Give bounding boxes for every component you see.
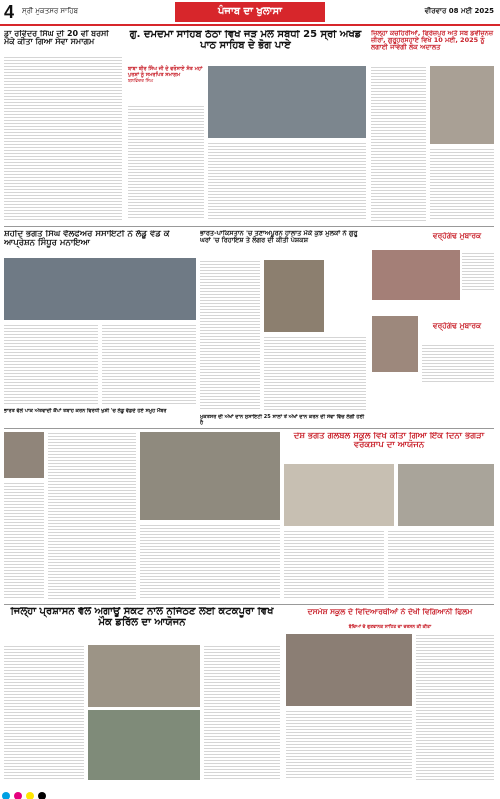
headline-barsi: ਡਾ ਰਵਿੰਦਰ ਸਿੰਘ ਦੀ 20 ਵੀਂ ਬਰਸੀ ਮੌਕੇ ਕੀਤਾ ਗਿਆ ਸੇਵਾ ਸਮਾਗਮ — [4, 30, 109, 47]
photo-anniversary-couple-2 — [372, 316, 418, 372]
article-body-lower-left-2 — [4, 482, 44, 600]
photo-anniversary-couple-1 — [372, 250, 460, 300]
article-body-barsi — [4, 56, 122, 221]
issue-date: ਵੀਰਵਾਰ 08 ਮਈ 2025 — [424, 7, 494, 15]
article-body-eye-donation — [140, 524, 280, 600]
subheadline-science-film: ਬੱਚਿਆਂ ਦੇ ਗੁਣਵਾਨਕ ਸਾਹਿਤ ਦਾ ਦਰਸਨ ਕੀ ਕੀਤਾ — [348, 625, 432, 630]
article-body-science-film-1 — [416, 634, 494, 780]
photo-eye-donation — [140, 432, 280, 520]
article-body-mock-drill-1 — [4, 645, 84, 780]
page-number: 4 — [4, 2, 15, 22]
article-body-laddoo-1 — [4, 324, 98, 404]
headline-bhangra: ਦੇਸ਼ ਭਗਤ ਗਲੋਬਲ ਸਕੂਲ ਵਿਖੇ ਕੀਤਾ ਗਿਆ ਇੱਕ ਦਿਨਾ ਭੰਗੜਾ ਵਰਕਸ਼ਾਪ ਦਾ ਆਯੋਜਨ — [293, 432, 485, 450]
article-body-jorr-mela-1 — [128, 105, 204, 220]
anniversary-label-1: ਵਰ੍ਹੇਗੰਢ ਮੁਬਾਰਕ — [432, 232, 482, 240]
photo-science-film — [286, 634, 412, 706]
anniversary-text-1 — [462, 252, 494, 292]
article-body-mock-drill-2 — [204, 645, 280, 780]
registration-marks — [0, 787, 500, 799]
headline-gurughar: ਭਾਰਤ-ਪਾਕਿਸਤਾਨ 'ਚ ਤਣਾਅਪੂਰਨ ਹਾਲਾਤ ਮੌਕੇ ਕੁਝ ਮੁਲਕਾਂ ਨੇ ਗੁਰੂ ਘਰਾਂ 'ਚ ਰਿਹਾਇਸ਼ ਤੇ ਲੰਗਰ ਦੀ ਕੀਤੀ ਪੇਸ਼ਕਸ਼ — [200, 230, 358, 244]
edition-label: ਸ੍ਰੀ ਮੁਕਤਸਰ ਸਾਹਿਬ — [22, 7, 79, 15]
article-body-lok-adalat-1 — [371, 66, 426, 221]
headline-mock-drill: ਜਿਲ੍ਹਾ ਪ੍ਰਸ਼ਾਸਨ ਵੱਲੋਂ ਅਗਾਊਂ ਸੰਕਟ ਨਾਲ ਨਜਿੱਠਣ ਲਈ ਕੋਟਕਪੂਰਾ ਵਿਖੇ ਮੌਕ ਡਰਿੱਲ ਦਾ ਆਯੋਜਨ — [10, 607, 274, 628]
article-body-laddoo-2 — [102, 324, 196, 404]
article-body-gurughar-1 — [200, 260, 260, 410]
headline-jorr-mela: ਗੁ. ਦਮਦਮਾ ਸਾਹਿਬ ਠੱਠਾ ਵਿਖੇ ਜੋੜ ਮੇਲੇ ਸਬੰਧੀ 25 ਸ੍ਰੀ ਅਖੰਡ ਪਾਠ ਸਾਹਿਬ ਦੇ ਭੋਗ ਪਾਏ — [129, 30, 362, 51]
article-body-jorr-mela-2 — [208, 142, 366, 220]
headline-lok-adalat: ਜ਼ਿਲ੍ਹਾ ਕਚਹਿਰੀਆਂ, ਫਿਰੋਜ਼ਪੁਰ ਅਤੇ ਸਬ ਡਵੀਜ਼ਨਜ਼ ਜ਼ੀਰਾ, ਗੁਰੂਹਰਸਹਾਏ ਵਿਖੇ 10 ਮਈ, 2025 ਨੂੰ ਲਗਾਈ ਜਾਵੇਗੀ ਲੋਕ ਅਦਾਲਤ — [371, 30, 494, 51]
photo-religious-leader — [264, 260, 324, 332]
headline-laddoo: ਸ਼ਹੀਦ ਭਗਤ ਸਿੰਘ ਵੈਲਫੇਅਰ ਸੋਸਾਇਟੀ ਨੇ ਲੱਡੂ ਵੰਡ ਕੇ ਆਪ੍ਰੇਸ਼ਨ ਸਿੰਧੂਰ ਮਨਾਇਆ — [4, 230, 170, 248]
photo-author — [4, 432, 44, 478]
photo-mock-drill-2 — [88, 710, 200, 780]
headline-science-film: ਦਸਮੇਸ਼ ਸਕੂਲ ਦੇ ਵਿਦਿਆਰਥੀਆਂ ਨੇ ਦੇਖੀ ਵਿਗਿਆਨੀ ਫਿਲਮ — [307, 608, 473, 616]
photo-official — [430, 66, 494, 144]
article-body-lok-adalat-2 — [430, 148, 494, 221]
article-body-bhangra-2 — [388, 530, 494, 600]
caption-laddoo: ਭਾਰਤ ਵੱਲੋਂ ਪਾਕ ਅੱਤਵਾਦੀ ਕੈਂਪਾਂ ਤਬਾਹ ਕਰਨ ਵਿਰੋਧੀ ਖੁਸ਼ੀ 'ਚ ਲੱਡੂ ਵੰਡਦੇ ਹੋਏ ਸਮੂਹ ਮੈਂਬਰ — [4, 408, 167, 414]
anniversary-text-2 — [422, 344, 494, 384]
photo-bhangra-1 — [284, 464, 394, 526]
byline-jorr-mela: ਬਲਵਿੰਦਰ ਸਿੰਘ — [128, 79, 154, 84]
masthead-band: ਪੰਜਾਬ ਦਾ ਖੁਲਾਸਾ — [175, 2, 325, 22]
photo-bhangra-2 — [398, 464, 494, 526]
subheadline-jorr-mela: ਬਾਬਾ ਬੀਰ ਸਿੰਘ ਜੀ ਦੇ ਵਰੋਸਾਏ ਸੰਤ ਮਹਾਂ ਪੁਰਸ਼ਾਂ ਨੂੰ ਸਮਰਪਿਤ ਸਮਾਗਮ — [128, 66, 203, 78]
article-body-lower-left — [48, 432, 136, 600]
article-body-bhangra-1 — [284, 530, 384, 600]
article-body-science-film-2 — [286, 710, 412, 780]
anniversary-label-2: ਵਰ੍ਹੇਗੰਢ ਮੁਬਾਰਕ — [432, 322, 482, 330]
article-body-gurughar-2 — [264, 336, 366, 410]
photo-mock-drill-1 — [88, 645, 200, 707]
photo-society-members — [4, 258, 196, 320]
caption-eye-donation: ਮੁਕਤਸਰ ਦੀ ਅੱਖਾਂ ਦਾਨ ਸੁਸਾਇਟੀ 25 ਸਾਲਾਂ ਤੋਂ ਅੱਖਾਂ ਦਾਨ ਕਰਨ ਦੀ ਸੇਵਾ ਵਿੱਚ ਲੱਗੀ ਹੋਈ ਹੈ — [200, 414, 365, 426]
photo-jorr-mela — [208, 66, 366, 138]
